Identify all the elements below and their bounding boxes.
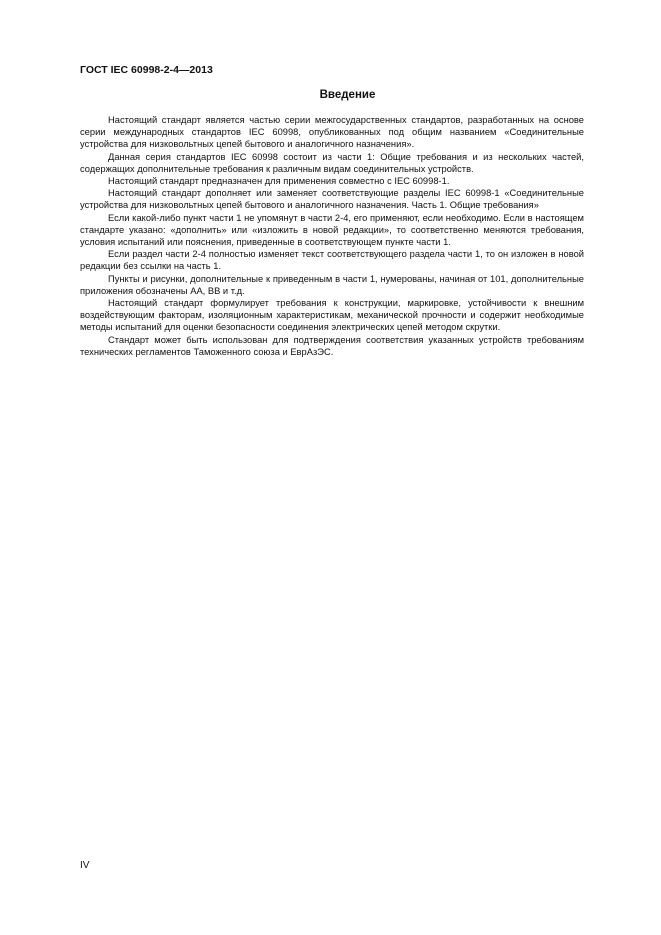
paragraph: Стандарт может быть использован для подтверждения соответствия указанных устройств требованиям технических регламентов Таможенного союза и ЕврАзЭС.: [80, 334, 584, 357]
paragraph: Настоящий стандарт предназначен для применения совместно с IEC 60998-1.: [108, 176, 450, 187]
paragraph: Пункты и рисунки, дополнительные к приведенным в части 1, нумерованы, начиная от 101, дополнительные приложения обозначены АА, ВВ и т.д.: [80, 273, 584, 296]
section-title: Введение: [319, 89, 376, 101]
paragraph: Если раздел части 2-4 полностью изменяет текст соответствующего раздела части 1, то он изложен в новой редакции без ссылки на часть 1.: [80, 249, 584, 272]
paragraph: Настоящий стандарт дополняет или заменяет соответствующие разделы IEC 60998-1 «Соединительные устройства для низковольтных цепей бытового и аналогичного назначения. Часть 1. Общие требования»: [80, 188, 584, 211]
page-number: IV: [80, 860, 90, 871]
introduction-body: [80, 114, 584, 358]
paragraph: Данная серия стандартов IEC 60998 состоит из части 1: Общие требования и из нескольких частей, содержащих дополнительные требования к различным видам соединительных устройств.: [80, 151, 584, 174]
document-code-header: ГОСТ IEC 60998-2-4—2013: [80, 64, 213, 76]
paragraph: Настоящий стандарт является частью серии межгосударственных стандартов, разработанных на основе серии международных стандартов IEC 60998, опубликованных под общим названием «Соединительные устройства для низковольтных цепей бытового и аналогичного назначения».: [80, 115, 584, 150]
section-title-wrapper: [0, 89, 661, 101]
paragraph: Настоящий стандарт формулирует требования к конструкции, маркировке, устойчивости к внешним воздействующим факторам, изоляционным характеристикам, механической прочности и содержит необходимые методы испытаний для оценки безопасности соединения электрических цепей методом скрутки.: [80, 298, 584, 333]
paragraph: Если какой-либо пункт части 1 не упомянут в части 2-4, его применяют, если необходимо. Если в настоящем стандарте указано: «дополнить» или «изложить в новой редакции», то соответственно меняются требования, условия испытаний или пояснения, приведенные в соответствующем пункте части 1.: [80, 212, 584, 248]
